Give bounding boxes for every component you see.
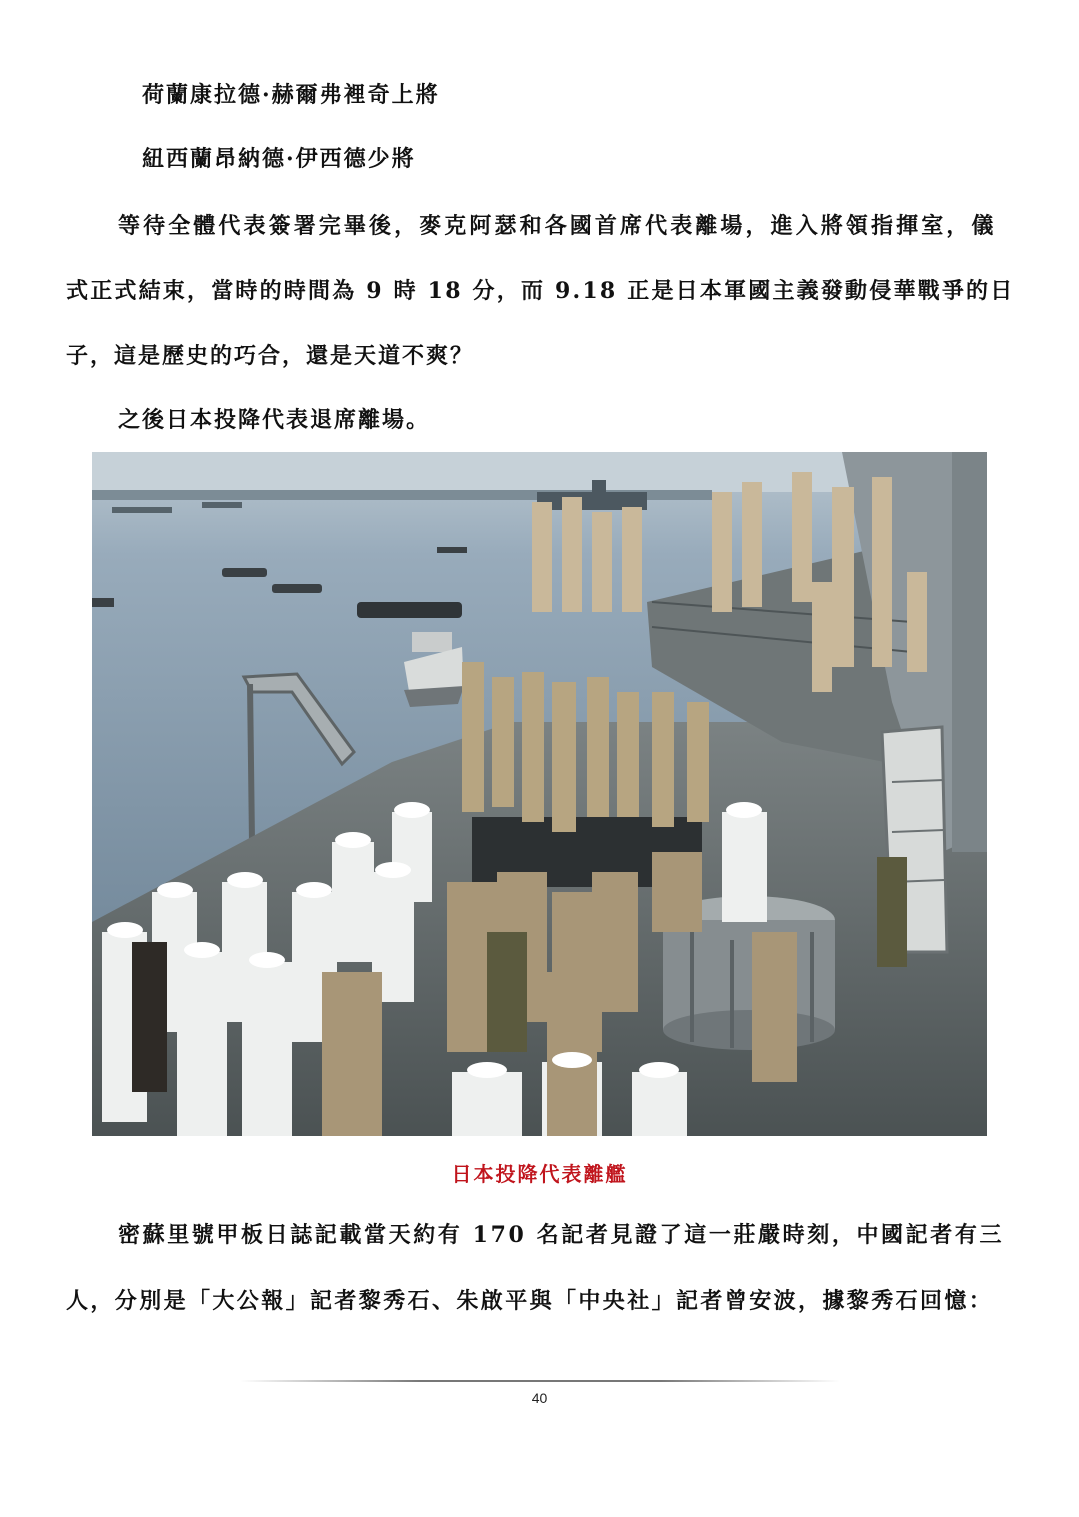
paragraph-1-line-1: 等待全體代表簽署完畢後，麥克阿瑟和各國首席代表離場，進入將領指揮室，儀 [118,213,997,239]
delegate-line-netherlands: 荷蘭康拉德·赫爾弗裡奇上將 [142,82,440,108]
page-number: 40 [531,1390,548,1406]
paragraph-3-line-1: 密蘇里號甲板日誌記載當天約有 170 名記者見證了這一莊嚴時刻，中國記者有三 [118,1222,1005,1248]
surrender-photo [92,452,987,1136]
paragraph-1-line-3: 子，這是歷史的巧合，還是天道不爽？ [66,343,475,369]
photo-caption: 日本投降代表離艦 [451,1162,628,1186]
paragraph-1-line-2: 式正式結束，當時的時間為 9 時 18 分，而 9.18 正是日本軍國主義發動侵華戰爭的日 [66,278,1015,304]
paragraph-3-line-2: 人，分別是「大公報」記者黎秀石、朱啟平與「中央社」記者曾安波，據黎秀石回憶： [66,1288,994,1314]
paragraph-2: 之後日本投降代表退席離場。 [118,407,431,433]
delegate-line-new-zealand: 紐西蘭昂納德·伊西德少將 [142,146,416,172]
footer-divider [240,1380,840,1382]
